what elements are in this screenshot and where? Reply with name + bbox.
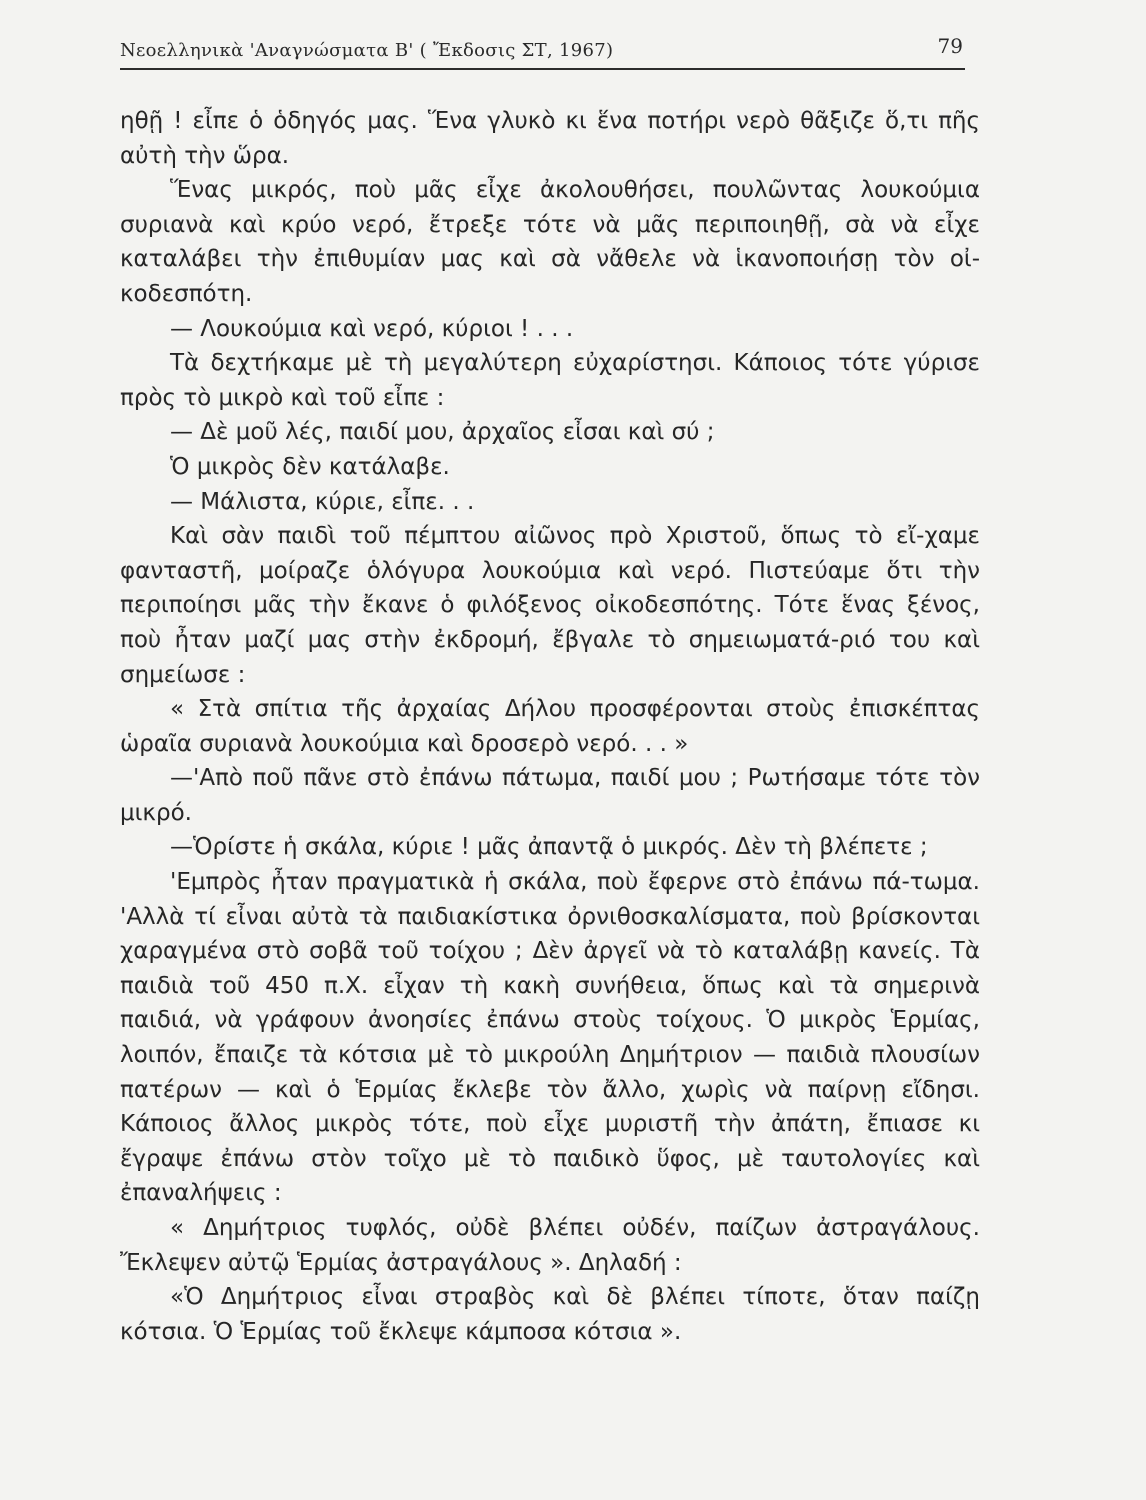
paragraph: Καὶ σὰν παιδὶ τοῦ πέμπτου αἰῶνος πρὸ Χριστοῦ, ὅπως τὸ εἴ-χαμε φανταστῆ, μοίραζε ὁλόγυρα λουκούμια καὶ νερό. Πιστεύαμε ὅτι τὴν περιποίησι μᾶς τὴν ἔκανε ὁ φιλόξενος οἰκοδεσπότης. Τότε ἕνας ξένος, ποὺ ἦταν μαζί μας στὴν ἐκδρομή, ἔβγαλε τὸ σημειωματά-ριό του καὶ σημείωσε : bbox=[120, 523, 980, 688]
quotation: « Στὰ σπίτια τῆς ἀρχαίας Δήλου προσφέρονται στοὺς ἐπισκέπτας ὡραῖα συριανὰ λουκούμια καὶ δροσερὸ νερό. . . » bbox=[120, 696, 980, 757]
paragraph: Τὰ δεχτήκαμε μὲ τὴ μεγαλύτερη εὐχαρίστησι. Κάποιος τότε γύρισε πρὸς τὸ μικρὸ καὶ τοῦ εἶπε : bbox=[120, 350, 980, 411]
inscription-translation: «Ὁ Δημήτριος εἶναι στραβὸς καὶ δὲ βλέπει τίποτε, ὅταν παίζῃ κότσια. Ὁ Ἑρμίας τοῦ ἔκλεψε κάμποσα κότσια ». bbox=[120, 1284, 980, 1345]
dialogue-line: —'Απὸ ποῦ πᾶνε στὸ ἐπάνω πάτωμα, παιδί μου ; Ρωτήσαμε τότε τὸν μικρό. bbox=[120, 765, 980, 826]
dialogue-line: — Δὲ μοῦ λές, παιδί μου, ἀρχαῖος εἶσαι καὶ σύ ; bbox=[170, 419, 715, 446]
inscription-quote: « Δημήτριος τυφλός, οὐδὲ βλέπει οὐδέν, παίζων ἀστραγάλους. Ἔκλεψεν αὐτῷ Ἑρμίας ἀστραγάλους ». Δηλαδή : bbox=[120, 1215, 980, 1276]
page-body bbox=[120, 104, 980, 1349]
header-title: Νεοελληνικὰ 'Αναγνώσματα Β' ( Ἔκδοσις ΣΤ, 1967) bbox=[120, 40, 614, 61]
paragraph: Ἕνας μικρός, ποὺ μᾶς εἶχε ἀκολουθήσει, πουλῶντας λουκούμια συριανὰ καὶ κρύο νερό, ἔτρεξε τότε νὰ μᾶς περιποιηθῇ, σὰ νὰ εἶχε καταλάβει τὴν ἐπιθυμίαν μας καὶ σὰ νἄθελε νὰ ἱκανοποιήσῃ τὸν οἰ-κοδεσπότη. bbox=[120, 177, 980, 307]
dialogue-line: — Λουκούμια καὶ νερό, κύριοι ! . . . bbox=[170, 315, 574, 342]
running-header bbox=[120, 34, 965, 70]
paragraph-continuation: ηθῇ ! εἶπε ὁ ὁδηγός μας. Ἕνα γλυκὸ κι ἕνα ποτήρι νερὸ θᾶξιζε ὅ,τι πῆς αὐτὴ τὴν ὥρα. bbox=[120, 108, 980, 169]
paragraph: Ὁ μικρὸς δὲν κατάλαβε. bbox=[170, 453, 450, 480]
paragraph: 'Εμπρὸς ἦταν πραγματικὰ ἡ σκάλα, ποὺ ἔφερνε στὸ ἐπάνω πά-τωμα. 'Αλλὰ τί εἶναι αὐτὰ τὰ παιδιακίστικα ὀρνιθοσκαλίσματα, ποὺ βρίσκονται χαραγμένα στὸ σοβᾶ τοῦ τοίχου ; Δὲν ἀργεῖ νὰ τὸ καταλάβῃ κανείς. Τὰ παιδιὰ τοῦ 450 π.Χ. εἶχαν τὴ κακὴ συνήθεια, ὅπως καὶ τὰ σημερινὰ παιδιά, νὰ γράφουν ἀνοησίες ἐπάνω στοὺς τοίχους. Ὁ μικρὸς Ἑρμίας, λοιπόν, ἔπαιζε τὰ κότσια μὲ τὸ μικρούλη Δημήτριον — παιδιὰ πλουσίων πατέρων — καὶ ὁ Ἑρμίας ἔκλεβε τὸν ἄλλο, χωρὶς νὰ παίρνῃ εἴδησι. Κάποιος ἄλλος μικρὸς τότε, ποὺ εἶχε μυριστῆ τὴν ἀπάτη, ἔπιασε κι ἔγραψε ἐπάνω στὸν τοῖχο μὲ τὸ παιδικὸ ὕφος, μὲ ταυτολογίες καὶ ἐπαναλήψεις : bbox=[120, 869, 980, 1207]
page-number: 79 bbox=[937, 34, 963, 58]
dialogue-line: —Ὁρίστε ἡ σκάλα, κύριε ! μᾶς ἀπαντᾷ ὁ μικρός. Δὲν τὴ βλέπετε ; bbox=[170, 834, 928, 861]
dialogue-line: — Μάλιστα, κύριε, εἶπε. . . bbox=[170, 488, 475, 515]
